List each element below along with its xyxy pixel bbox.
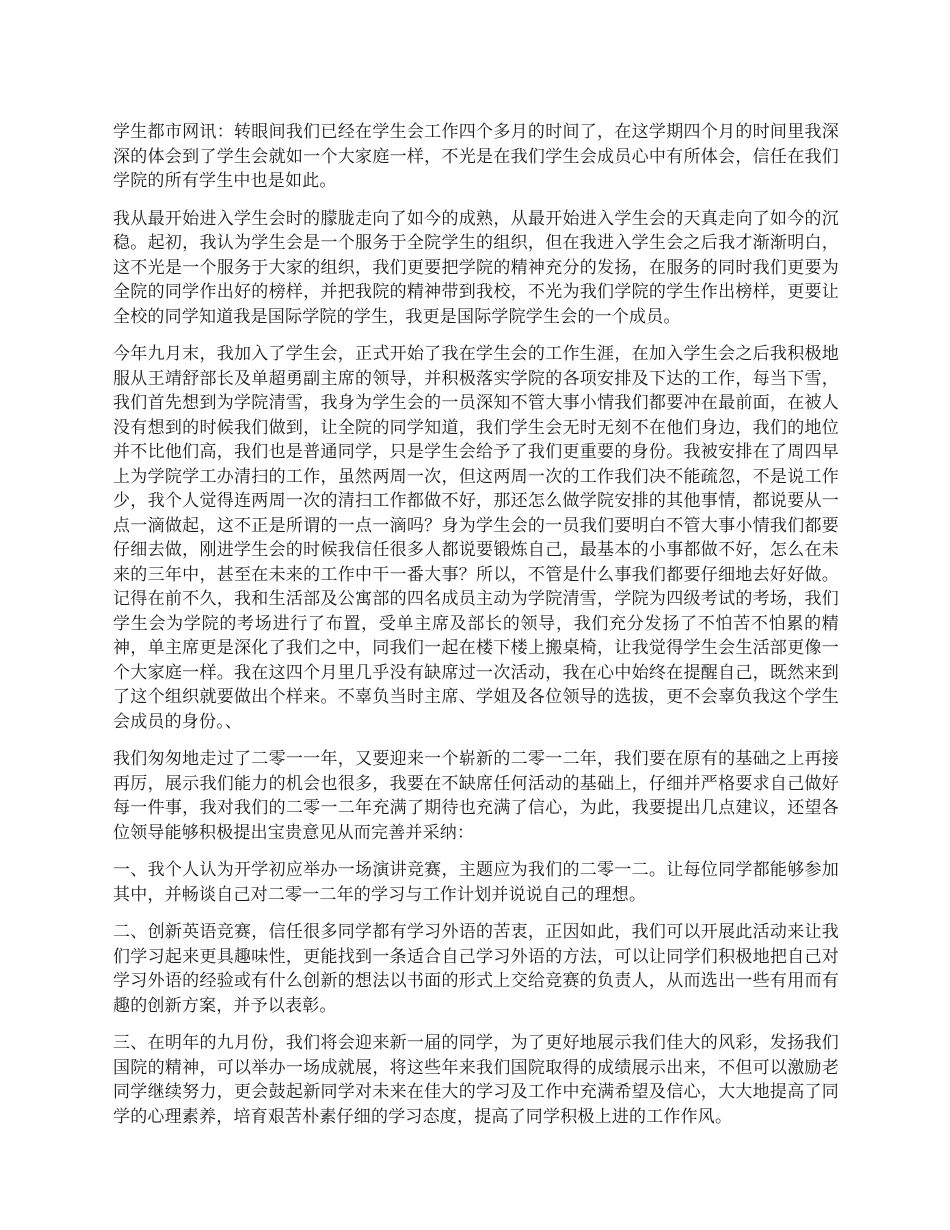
paragraph-growth: 我从最开始进入学生会时的朦胧走向了如今的成熟，从最开始进入学生会的天真走向了如今的沉稳。起初，我认为学生会是一个服务于全院学生的组织，但在我进入学生会之后我才渐渐明白，这不光是一个服务于大家的组织，我们更要把学院的精神充分的发扬，在服务的同时我们更要为全院的同学作出好的榜样，并把我院的精神带到我校，不光为我们学院的学生作出榜样，更要让全校的同学知道我是国际学院的学生，我更是国际学院学生会的一个成员。 <box>113 208 839 327</box>
paragraph-intro: 学生都市网讯：转眼间我们已经在学生会工作四个多月的时间了，在这学期四个月的时间里我深深的体会到了学生会就如一个大家庭一样，不光是在我们学生会成员心中有所体会，信任在我们学院的所有学生中也是如此。 <box>113 122 839 191</box>
paragraph-outlook: 我们匆匆地走过了二零一一年，又要迎来一个崭新的二零一二年，我们要在原有的基础之上再接再厉，展示我们能力的机会也很多，我要在不缺席任何活动的基础上，仔细并严格要求自己做好每一件事，我对我们的二零一二年充满了期待也充满了信心，为此，我要提出几点建议，还望各位领导能够积极提出宝贵意见从而完善并采纳： <box>113 749 839 843</box>
paragraph-work-experience: 今年九月末，我加入了学生会，正式开始了我在学生会的工作生涯，在加入学生会之后我积极地服从王靖舒部长及单超勇副主席的领导，并积极落实学院的各项安排及下达的工作，每当下雪，我们首先想到为学院清雪，我身为学生会的一员深知不管大事小情我们都要冲在最前面，在被人没有想到的时候我们做到，让全院的同学知道，我们学生会无时无刻不在他们身边，我们的地位并不比他们高，我们也是普通同学，只是学生会给予了我们更重要的身份。我被安排在了周四早上为学院学工办清扫的工作，虽然两周一次，但这两周一次的工作我们决不能疏忽，不是说工作少，我个人觉得连两周一次的清扫工作都做不好，那还怎么做学院安排的其他事情，都说要从一点一滴做起，这不正是所谓的一点一滴吗？身为学生会的一员我们要明白不管大事小情我们都要仔细去做，刚进学生会的时候我信任很多人都说要锻炼自己，最基本的小事都做不好，怎么在未来的三年中，甚至在未来的工作中干一番大事？所以，不管是什么事我们都要仔细地去好好做。记得在前不久，我和生活部及公寓部的四名成员主动为学院清雪，学院为四级考试的考场，我们学生会为学院的考场进行了布置，受单主席及部长的领导，我们充分发扬了不怕苦不怕累的精神，单主席更是深化了我们之中，同我们一起在楼下楼上搬桌椅，让我觉得学生会生活部更像一个大家庭一样。我在这四个月里几乎没有缺席过一次活动，我在心中始终在提醒自己，既然来到了这个组织就要做出个样来。不辜负当时主席、学姐及各位领导的选拔，更不会辜负我这个学生会成员的身份。、 <box>113 344 839 732</box>
paragraph-suggestion-2: 二、创新英语竞赛，信任很多同学都有学习外语的苦衷，正因如此，我们可以开展此活动来让我们学习起来更具趣味性，更能找到一条适合自己学习外语的方法，可以让同学们积极地把自己对学习外语的经验或有什么创新的想法以书面的形式上交给竞赛的负责人，从而选出一些有用而有趣的创新方案，并予以表彰。 <box>113 922 839 1016</box>
document-body <box>113 120 839 1142</box>
paragraph-suggestion-3: 三、在明年的九月份，我们将会迎来新一届的同学，为了更好地展示我们佳大的风彩，发扬我们国院的精神，可以举办一场成就展，将这些年来我们国院取得的成绩展示出来，不但可以激励老同学继续努力，更会鼓起新同学对未来在佳大的学习及工作中充满希望及信心，大大地提高了同学的心理素养，培育艰苦朴素仔细的学习态度，提高了同学积极上进的工作作风。 <box>113 1033 839 1127</box>
paragraph-suggestion-1: 一、我个人认为开学初应举办一场演讲竞赛，主题应为我们的二零一二。让每位同学都能够参加其中，并畅谈自己对二零一二年的学习与工作计划并说说自己的理想。 <box>113 860 839 905</box>
